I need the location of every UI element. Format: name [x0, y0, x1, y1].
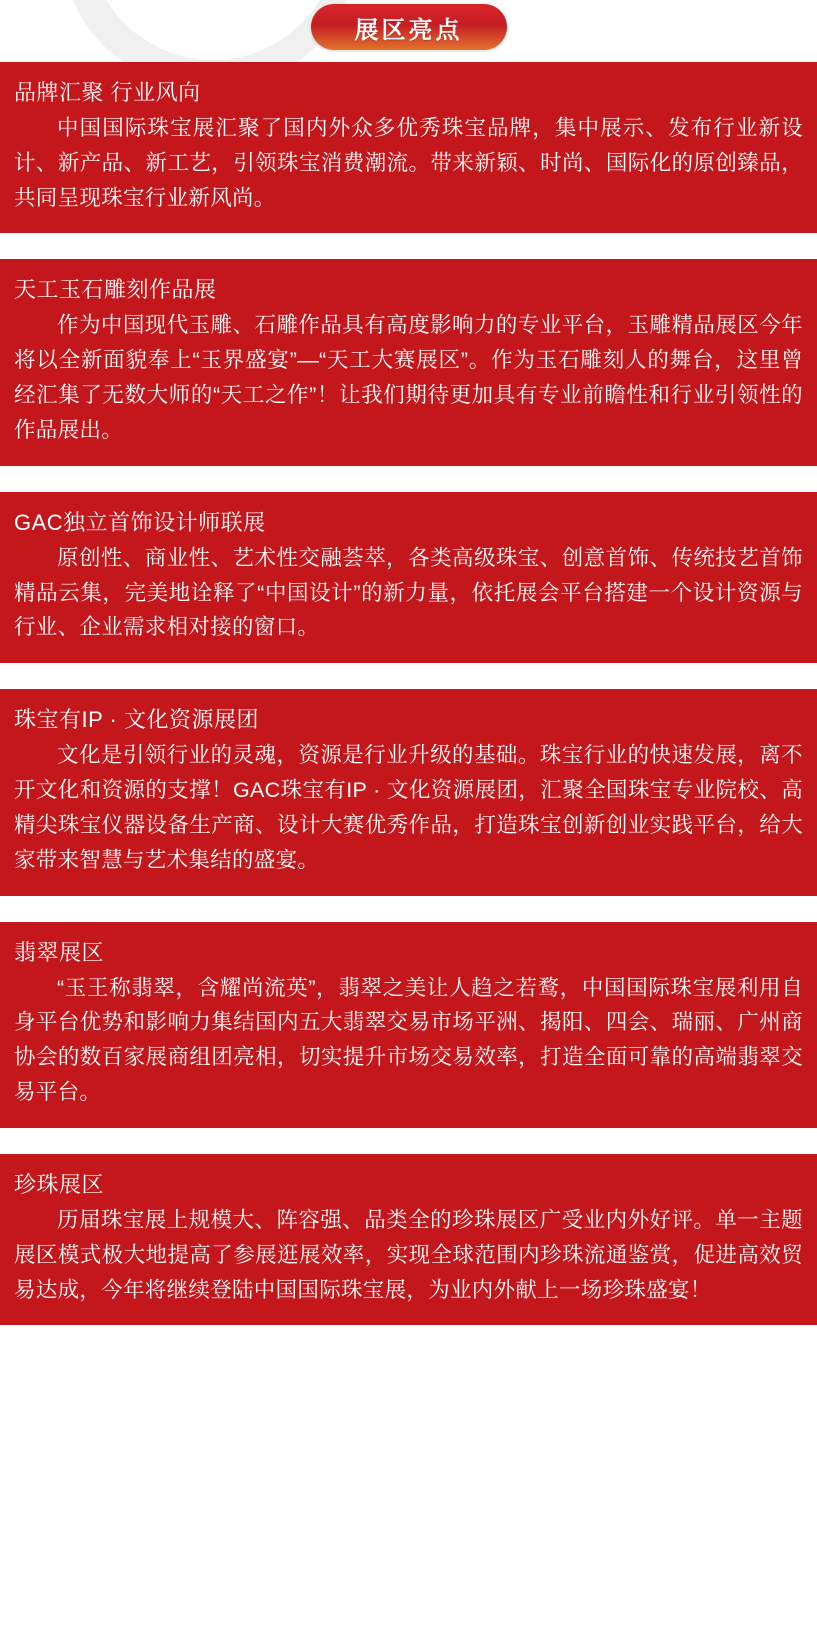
section-heading: 天工玉石雕刻作品展 [14, 277, 217, 303]
section-body: “玉王称翡翠，含耀尚流英”，翡翠之美让人趋之若鹜，中国国际珠宝展利用自身平台优势和影响力集结国内五大翡翠交易市场平洲、揭阳、四会、瑞丽、广州商协会的数百家展商组团亮相，切实提升市场交易效率，打造全面可靠的高端翡翠交易平台。 [14, 975, 803, 1105]
section-body: 原创性、商业性、艺术性交融荟萃，各类高级珠宝、创意首饰、传统技艺首饰精品云集，完美地诠释了“中国设计”的新力量，依托展会平台搭建一个设计资源与行业、企业需求相对接的窗口。 [14, 545, 803, 640]
section-block [0, 922, 817, 1128]
page-title-pill [311, 4, 507, 50]
section-body: 文化是引领行业的灵魂，资源是行业升级的基础。珠宝行业的快速发展，离不开文化和资源的支撑！GAC珠宝有IP · 文化资源展团，汇聚全国珠宝专业院校、高精尖珠宝仪器设备生产商、设计大赛优秀作品，打造珠宝创新创业实践平台，给大家带来智慧与艺术集结的盛宴。 [14, 743, 803, 872]
section-heading: 珍珠展区 [14, 1171, 105, 1197]
section-body: 历届珠宝展上规模大、阵容强、品类全的珍珠展区广受业内外好评。单一主题展区模式极大地提高了参展逛展效率，实现全球范围内珍珠流通鉴赏，促进高效贸易达成，今年将继续登陆中国国际珠宝展，为业内外献上一场珍珠盛宴！ [14, 1207, 803, 1302]
section-block [0, 1154, 817, 1325]
section-body: 作为中国现代玉雕、石雕作品具有高度影响力的专业平台，玉雕精品展区今年将以全新面貌奉上“玉界盛宴”—“天工大赛展区”。作为玉石雕刻人的舞台，这里曾经汇集了无数大师的“天工之作”！让我们期待更加具有专业前瞻性和行业引领性的作品展出。 [14, 313, 803, 442]
section-heading: 珠宝有IP · 文化资源展团 [14, 707, 259, 733]
page-title: 展区亮点 [354, 16, 463, 44]
section-block [0, 492, 817, 663]
section-heading: 翡翠展区 [14, 939, 105, 965]
section-block [0, 689, 817, 895]
section-heading: 品牌汇聚 行业风向 [14, 80, 201, 105]
page-header [0, 0, 817, 62]
section-body: 中国国际珠宝展汇聚了国内外众多优秀珠宝品牌，集中展示、发布行业新设计、新产品、新工艺，引领珠宝消费潮流。带来新颖、时尚、国际化的原创臻品，共同呈现珠宝行业新风尚。 [14, 116, 803, 210]
section-block [0, 62, 817, 233]
section-block [0, 259, 817, 465]
section-list [0, 62, 817, 1325]
section-heading: GAC独立首饰设计师联展 [14, 509, 266, 535]
